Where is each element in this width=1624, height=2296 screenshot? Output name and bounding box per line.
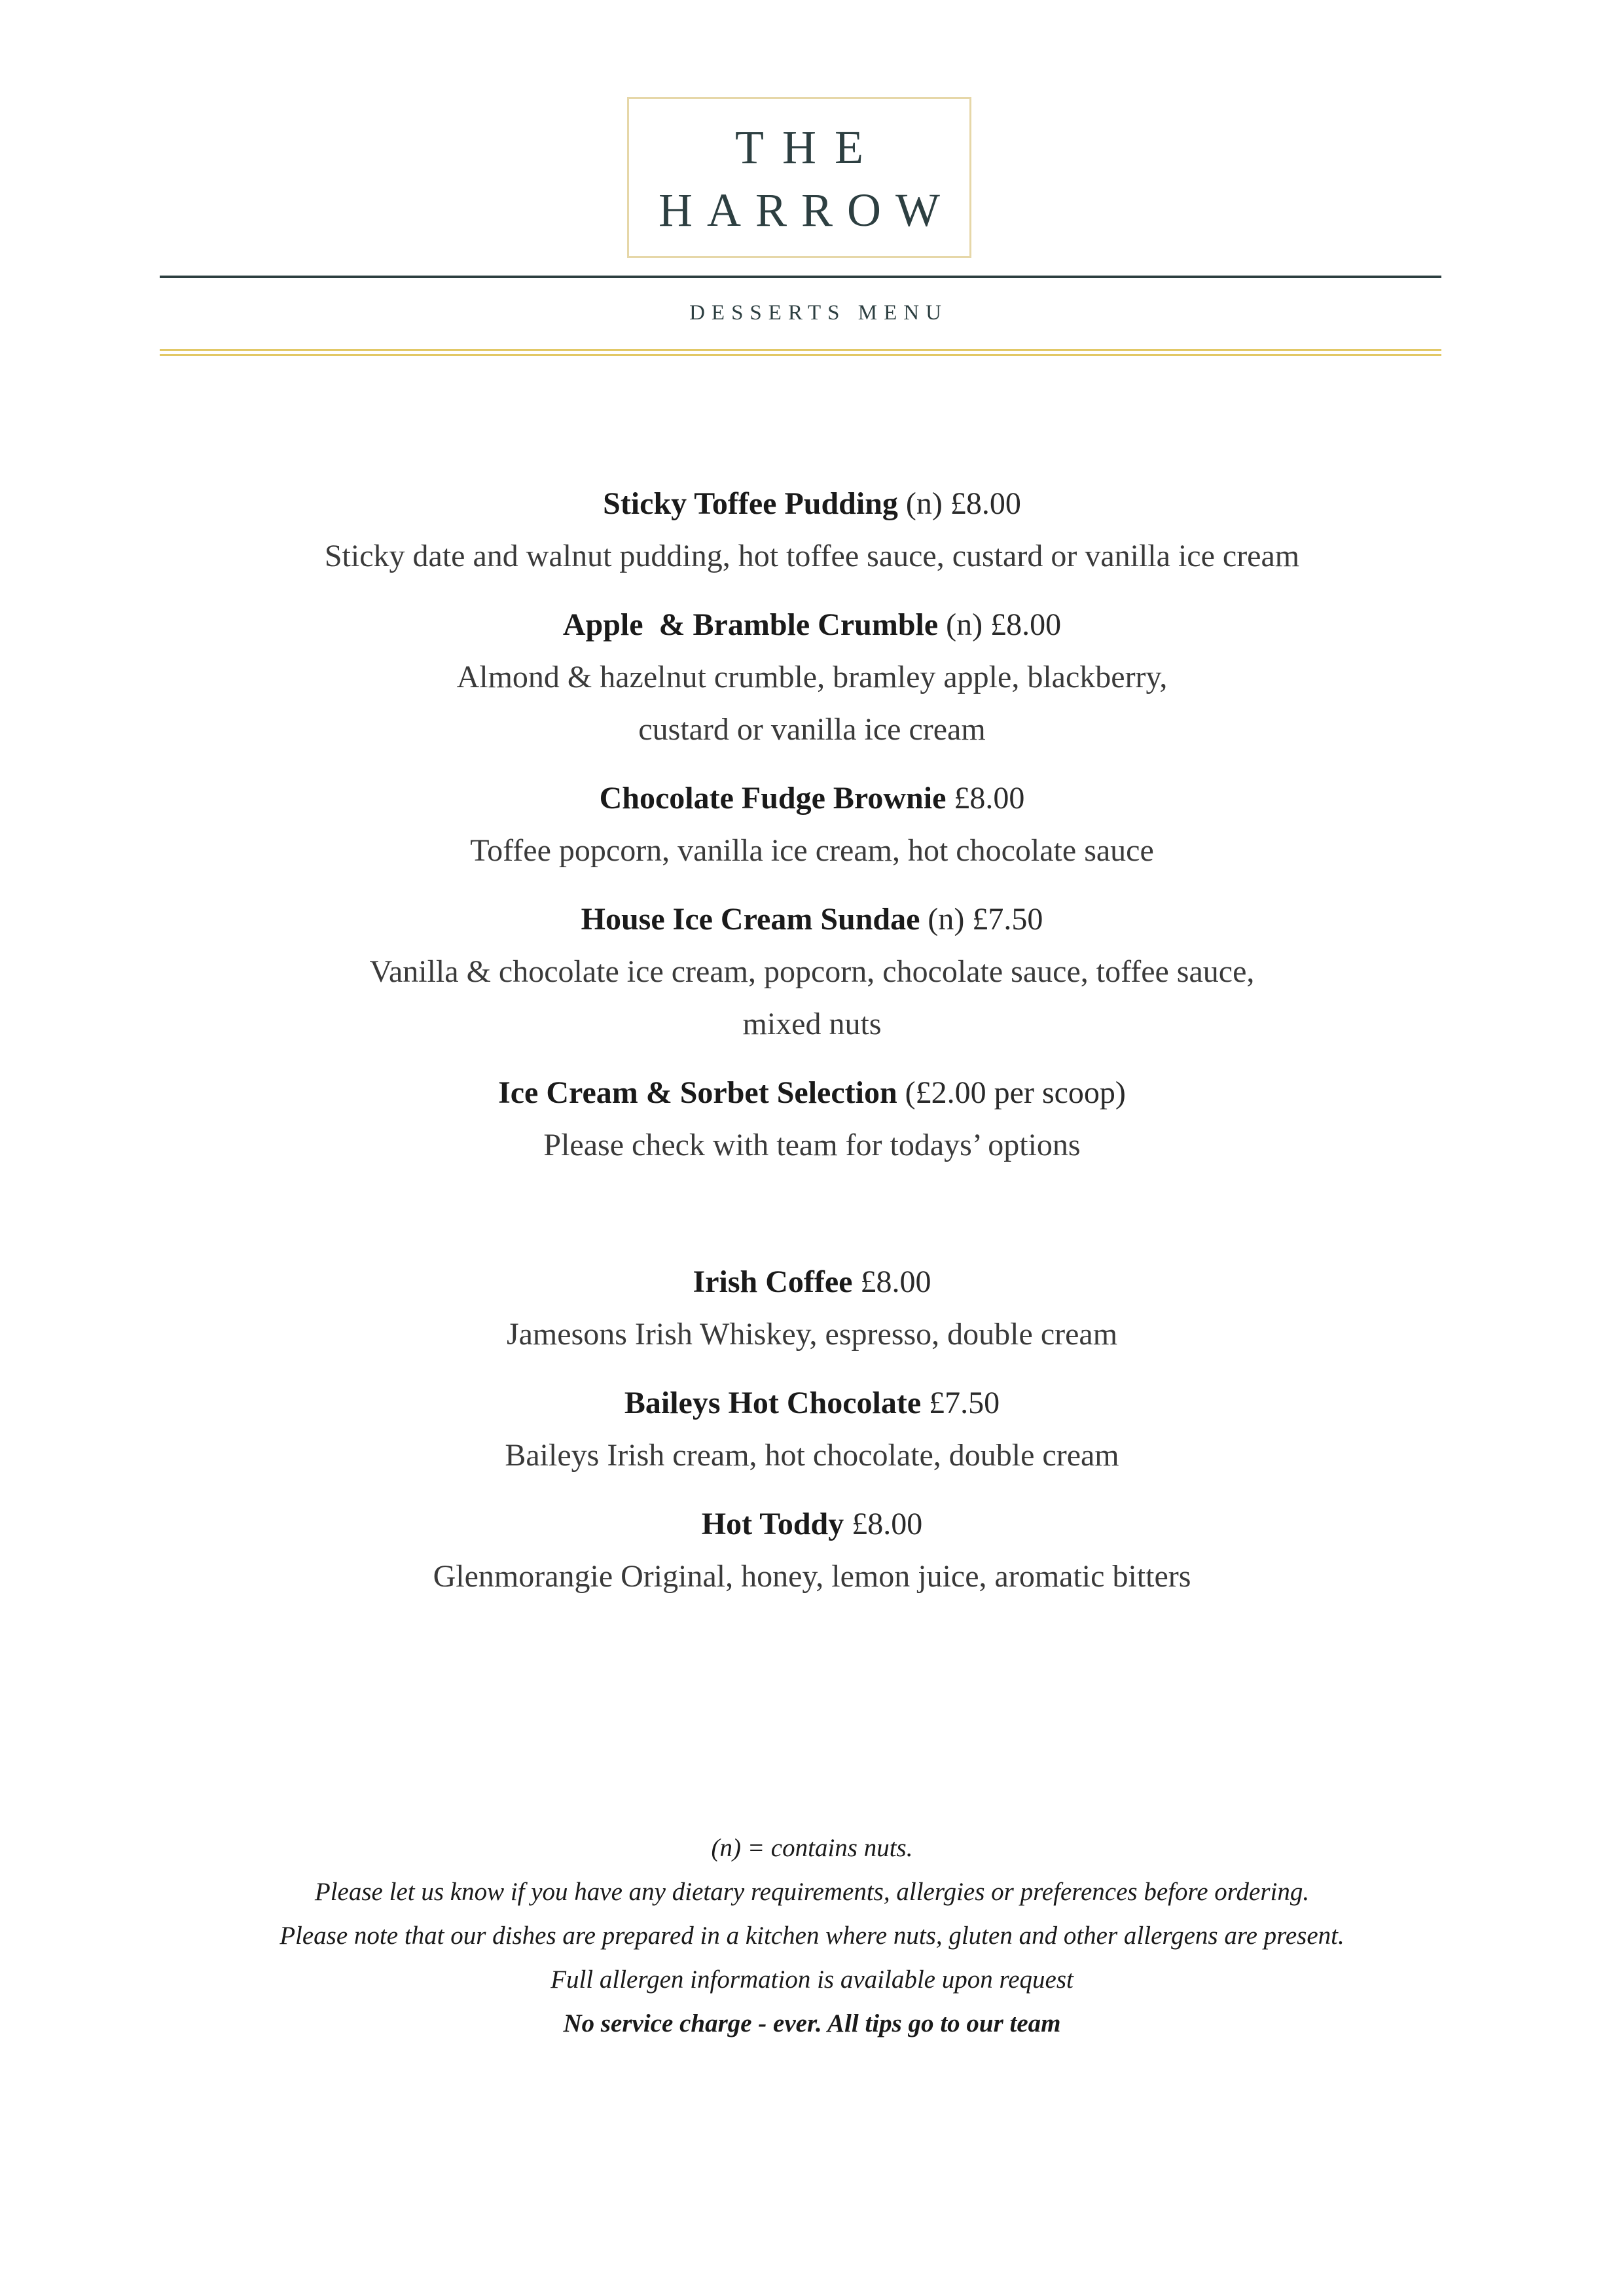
- menu-item-name: Chocolate Fudge Brownie: [599, 781, 947, 816]
- menu-item-house-ice-cream-sundae: [131, 893, 1493, 1050]
- menu-item-description: Jamesons Irish Whiskey, espresso, double cream: [506, 1317, 1118, 1352]
- menu-item-heading: [131, 478, 1493, 530]
- menu-item-heading: [131, 599, 1493, 651]
- menu-item-description: Please check with team for todays’ options: [543, 1128, 1081, 1162]
- menu-item-heading: [131, 1256, 1493, 1308]
- page-title: DESSERTS MENU: [689, 301, 948, 325]
- menu-item-description: custard or vanilla ice cream: [638, 712, 986, 747]
- gold-divider-top: [160, 349, 1441, 351]
- menu-item-hot-toddy: [131, 1498, 1493, 1603]
- nuts-key-note: (n) = contains nuts.: [711, 1834, 913, 1862]
- menu-item-price: £8.00: [983, 607, 1062, 642]
- logo-line-the: THE: [735, 121, 882, 173]
- menu-item-price: (£2.00 per scoop): [897, 1075, 1126, 1110]
- menu-item-heading: [131, 893, 1493, 946]
- menu-item-nut-tag: (n): [897, 486, 943, 521]
- header-divider: [160, 276, 1441, 278]
- menu-list: [131, 478, 1493, 1619]
- menu-item-name: Apple & Bramble Crumble: [562, 607, 939, 642]
- allergen-info-note: Full allergen information is available upon request: [550, 1965, 1074, 1994]
- kitchen-allergen-note: Please note that our dishes are prepared in a kitchen where nuts, gluten and other allergens are present.: [280, 1922, 1344, 1950]
- menu-item-heading: [131, 1377, 1493, 1429]
- menu-item-description: Almond & hazelnut crumble, bramley apple, blackberry,: [456, 660, 1168, 694]
- footer-notes: [131, 1826, 1493, 2045]
- menu-item-price: £8.00: [946, 781, 1025, 816]
- menu-item-description: Vanilla & chocolate ice cream, popcorn, chocolate sauce, toffee sauce,: [369, 954, 1255, 989]
- menu-item-chocolate-fudge-brownie: [131, 772, 1493, 877]
- menu-item-price: £8.00: [942, 486, 1021, 521]
- section-spacer: [131, 1188, 1493, 1256]
- logo: [627, 97, 971, 258]
- menu-item-description: mixed nuts: [742, 1007, 882, 1041]
- menu-item-name: Sticky Toffee Pudding: [603, 486, 898, 521]
- menu-item-name: Irish Coffee: [693, 1265, 853, 1299]
- menu-item-description: Baileys Irish cream, hot chocolate, double cream: [505, 1438, 1119, 1473]
- menu-item-baileys-hot-chocolate: [131, 1377, 1493, 1482]
- menu-item-apple-bramble-crumble: [131, 599, 1493, 756]
- menu-item-name: Baileys Hot Chocolate: [624, 1386, 922, 1420]
- menu-item-price: £8.00: [852, 1265, 931, 1299]
- menu-item-ice-cream-sorbet-selection: [131, 1067, 1493, 1172]
- menu-item-description: Sticky date and walnut pudding, hot toffee sauce, custard or vanilla ice cream: [324, 539, 1300, 573]
- menu-item-name: Ice Cream & Sorbet Selection: [498, 1075, 897, 1110]
- logo-line-harrow: HARROW: [659, 184, 954, 236]
- menu-item-name: Hot Toddy: [701, 1507, 844, 1541]
- menu-item-heading: [131, 1067, 1493, 1119]
- menu-item-name: House Ice Cream Sundae: [581, 902, 920, 937]
- gold-divider-bottom: [160, 354, 1441, 356]
- dietary-note: Please let us know if you have any dietary requirements, allergies or preferences before ordering.: [314, 1878, 1310, 1906]
- menu-item-heading: [131, 772, 1493, 825]
- menu-item-description: Toffee popcorn, vanilla ice cream, hot chocolate sauce: [470, 833, 1154, 868]
- menu-item-sticky-toffee-pudding: [131, 478, 1493, 583]
- menu-item-price: £8.00: [844, 1507, 923, 1541]
- service-charge-note: No service charge - ever. All tips go to our team: [563, 2009, 1061, 2037]
- menu-item-description: Glenmorangie Original, honey, lemon juice, aromatic bitters: [433, 1559, 1191, 1594]
- menu-item-irish-coffee: [131, 1256, 1493, 1361]
- menu-item-nut-tag: (n): [920, 902, 965, 937]
- menu-item-heading: [131, 1498, 1493, 1551]
- menu-item-price: £7.50: [964, 902, 1043, 937]
- menu-item-price: £7.50: [921, 1386, 1000, 1420]
- menu-item-nut-tag: (n): [938, 607, 983, 642]
